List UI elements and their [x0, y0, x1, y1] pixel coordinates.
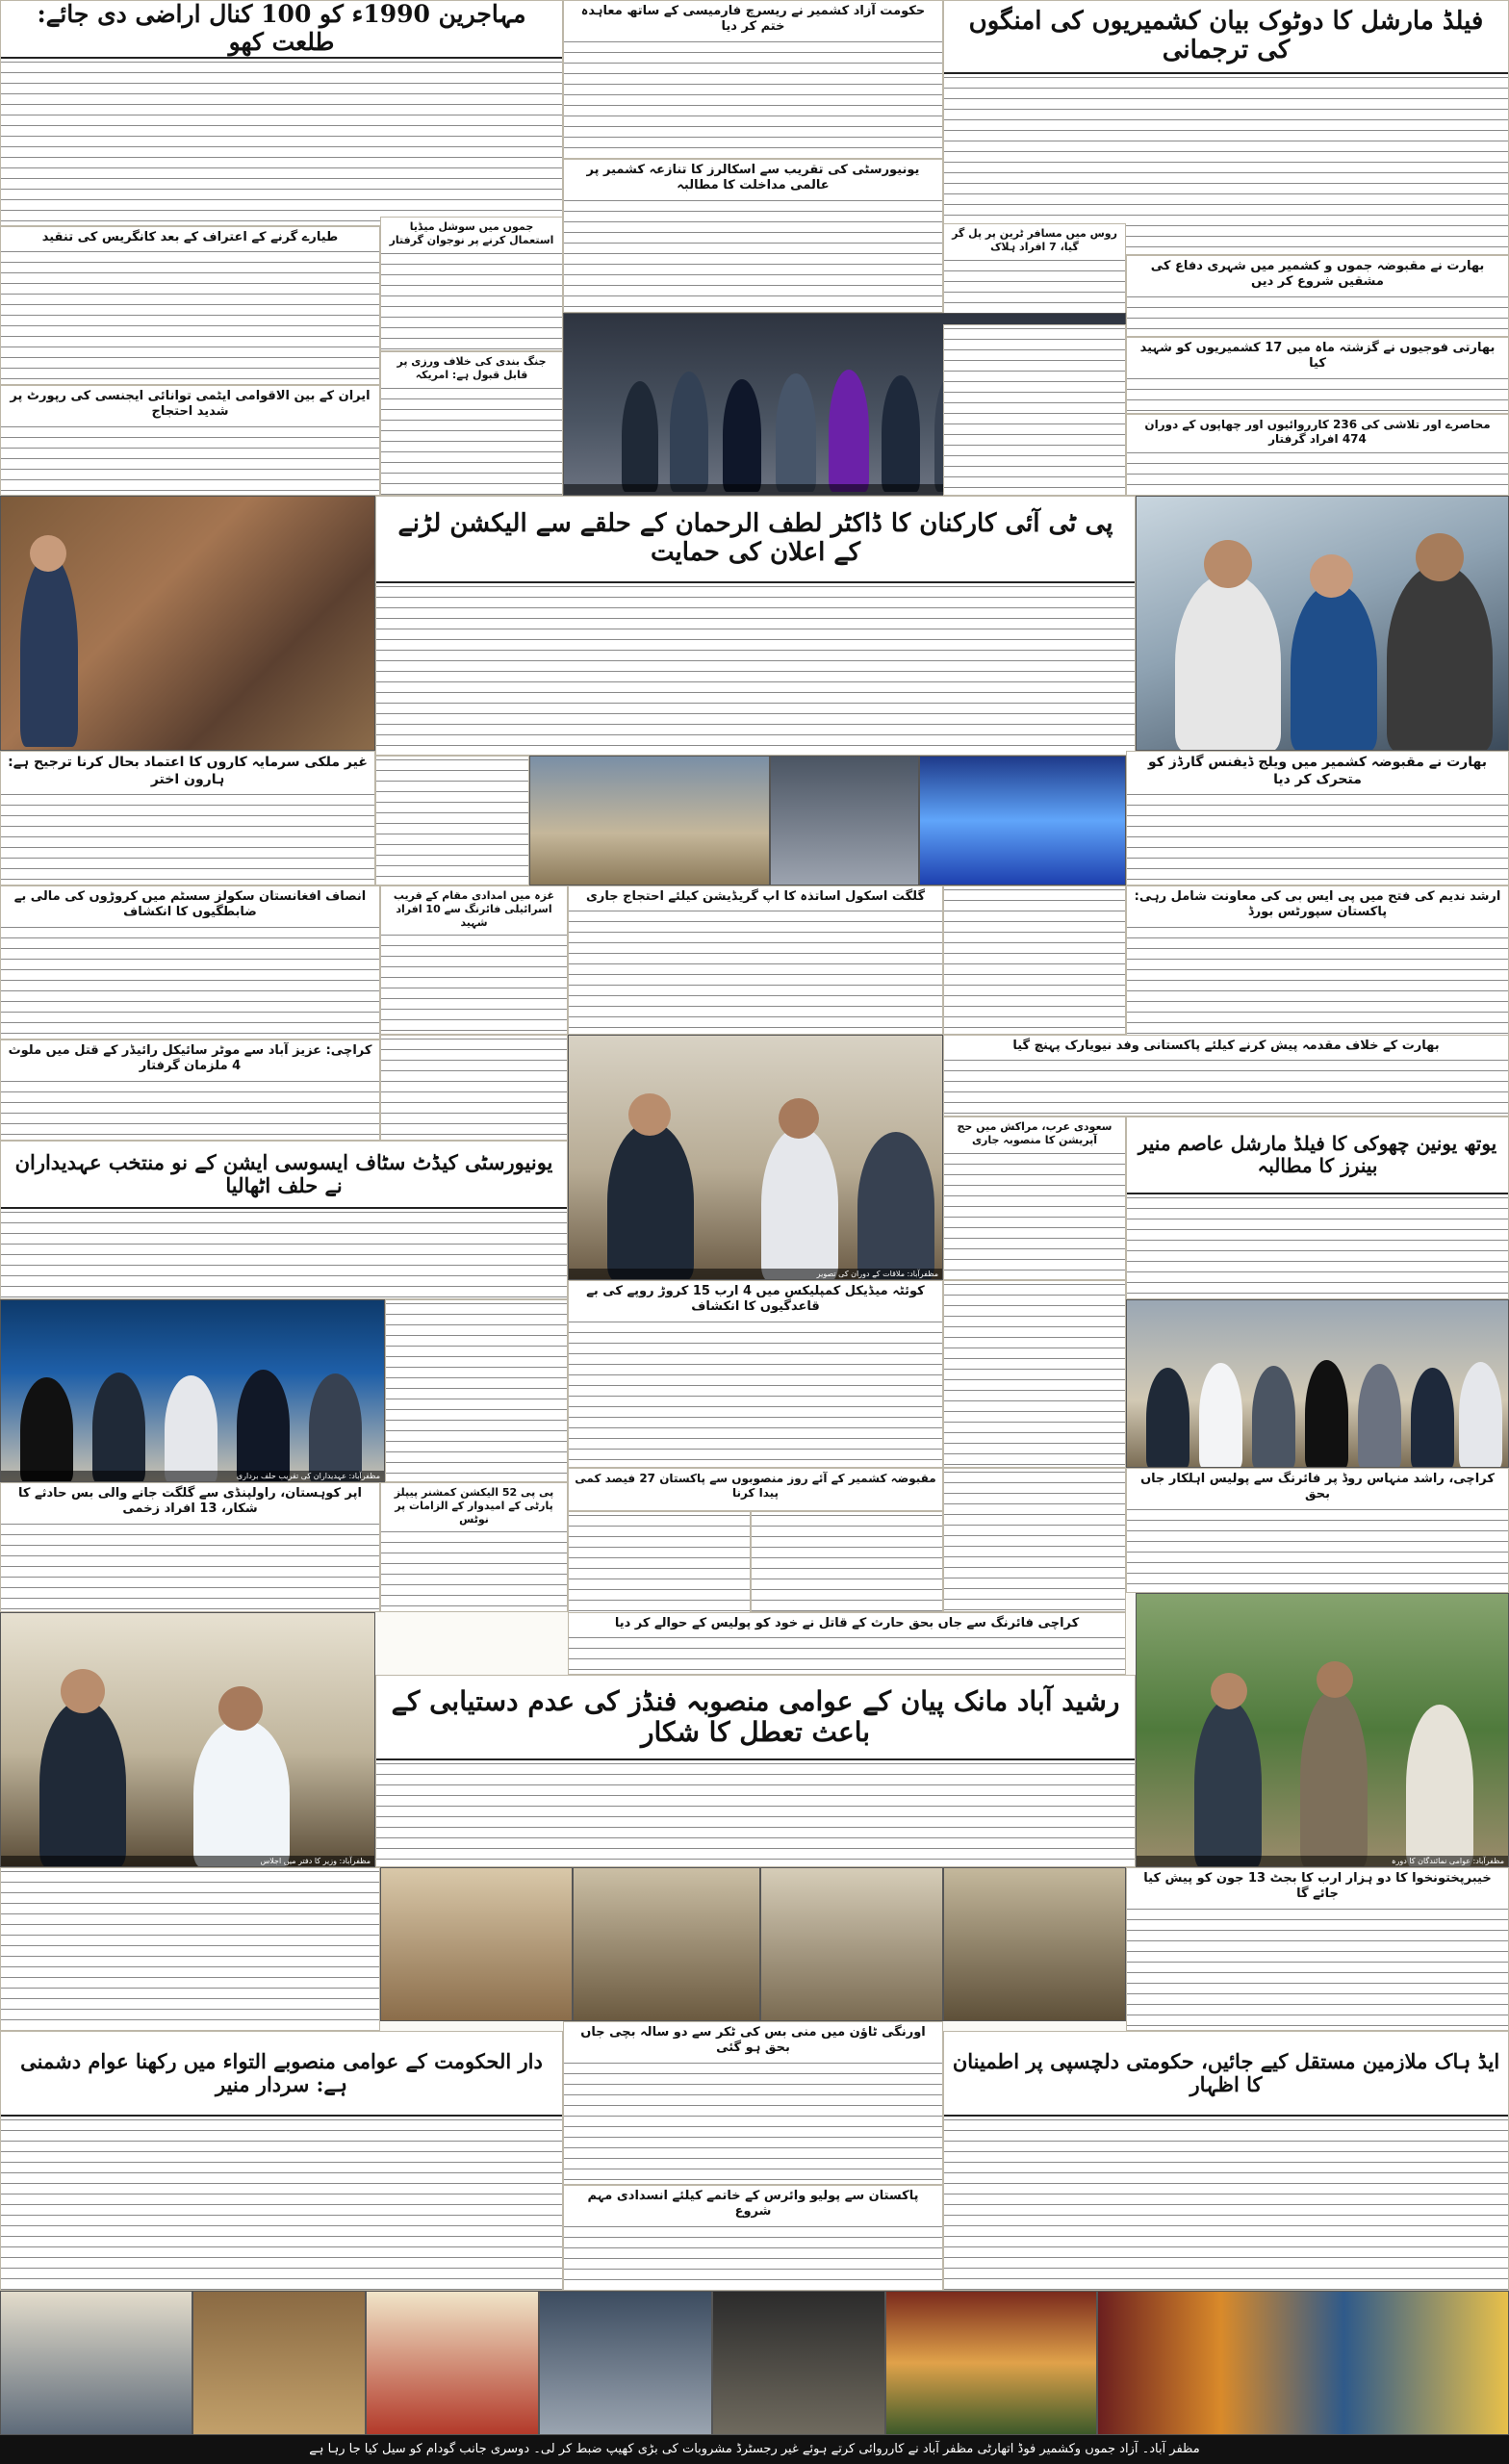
article-body — [381, 385, 562, 497]
photo-cabinet-3 — [760, 1867, 943, 2021]
article-body — [381, 1528, 567, 1612]
article-body — [1, 1209, 567, 1299]
article-body — [1127, 375, 1508, 415]
article-17-martyred — [1126, 337, 1509, 414]
banner-headline — [1, 1, 562, 59]
article-body — [1, 791, 374, 886]
article-mid-small — [380, 1035, 568, 1141]
article-body — [1, 1078, 379, 1142]
headline: غزہ میں امدادی مقام کے قریب اسرائیلی فائرنگ سے 10 افراد شہید — [393, 889, 555, 929]
article-mid-col-2 — [751, 1511, 943, 1612]
article-pp52 — [380, 1482, 568, 1612]
headline: محاصرے اور تلاشی کی 236 کارروائیوں اور چھاپوں کے دوران 474 افراد گرفتار — [1144, 418, 1491, 446]
banner-text: مہاجرین 1990ء کو 100 کنال اراضی دی جائے: طلعت کھو — [37, 1, 526, 56]
article-haroon — [0, 751, 375, 886]
photo-strip-4 — [539, 2291, 712, 2435]
article-un-case — [943, 1035, 1509, 1116]
photo-office-meeting — [568, 1035, 943, 1280]
photo-cabinet-4 — [943, 1867, 1126, 2021]
article-body — [1127, 1506, 1508, 1594]
article-iran — [0, 385, 380, 496]
headline: کراچی فائرنگ سے جاں بحق حارث کے قاتل نے خود کو پولیس کے حوالے کر دیا — [614, 1616, 1080, 1630]
article-body — [386, 1300, 567, 1482]
article-pti — [375, 496, 1136, 756]
article-body — [1127, 294, 1508, 338]
photo-caption: مظفرآباد: عہدیداران کی تقریب حلف برداری — [1, 1471, 384, 1481]
article-body — [1127, 924, 1508, 1040]
headline: اورنگی ٹاؤن میں منی بس کی ٹکر سے دو سالہ بچی جاں بحق ہو گئی — [580, 2025, 926, 2056]
headline: گلگت اسکول اساتذہ کا اپ گریڈیشن کیلئے احتجاج جاری — [585, 889, 926, 904]
banner-text: رشید آباد مانک پیان کے عوامی منصوبہ فنڈز کی عدم دستیابی کے باعث تعطل کا شکار — [391, 1684, 1120, 1748]
article-body — [944, 1281, 1125, 1468]
article-india-drills — [1126, 255, 1509, 337]
article-afghan-schools — [0, 886, 380, 1040]
article-congress — [0, 226, 380, 385]
article-body — [1127, 449, 1508, 496]
article-left-top — [0, 0, 563, 226]
article-body — [1, 1868, 379, 2031]
article-body — [569, 1319, 942, 1469]
headline: مقبوضہ کشمیر کے آئے روز منصوبوں سے پاکستان 27 فیصد کمی پیدا کرنا — [575, 1472, 936, 1500]
photo-cabinet-2 — [573, 1867, 760, 2021]
headline: ایران کے بین الاقوامی ایٹمی توانائی ایجنسی کی رپورٹ پر شدید احتجاج — [10, 389, 371, 420]
article-haris — [568, 1612, 1126, 1675]
photo-strip-7 — [1097, 2291, 1509, 2435]
article-body — [381, 250, 562, 352]
article-body — [1127, 1194, 1508, 1299]
headline: کوئٹہ میڈیکل کمپلیکس میں 4 ارب 15 کروڑ روپے کی بے قاعدگیوں کا انکشاف — [586, 1284, 925, 1315]
article-jammu-arrest — [380, 217, 563, 351]
article-staff-association — [0, 1141, 568, 1299]
headline: کراچی: عزیز آباد سے موٹر سائیکل رائیڈر کے قتل میں ملوث 4 ملزمان گرفتار — [8, 1043, 372, 1074]
headline: پاکستان سے پولیو وائرس کے خاتمے کیلئے انسدادی مہم شروع — [587, 2189, 919, 2220]
headline: ارشد ندیم کی فتح میں پی ایس بی کی معاونت شامل رہی: پاکستان سپورٹس بورڈ — [1134, 889, 1501, 920]
article-adhoc — [943, 2031, 1509, 2291]
headline: پی پی 52 الیکشن کمشنر پیپلز پارٹی کے امیدوار کے الزامات پر نوٹس — [394, 1486, 554, 1526]
photo-caption: مظفرآباد: وزیر کا دفتر میں اجلاس — [1, 1856, 374, 1866]
article-bus-accident — [0, 1482, 380, 1612]
article-pti-left — [375, 756, 529, 886]
photo-caption: مظفرآباد: ملاقات کے دوران کی تصویر — [569, 1269, 942, 1279]
article-body — [1127, 791, 1508, 886]
banner-headline — [376, 497, 1135, 583]
article-body — [564, 197, 942, 314]
article-body — [564, 2060, 942, 2186]
article-karachi-arrest — [0, 1040, 380, 1141]
headline: غیر ملکی سرمایہ کاروں کا اعتماد بحال کرنا ترجیح ہے: ہارون اختر — [8, 755, 368, 787]
photo-office — [0, 1612, 375, 1867]
banner-headline — [1, 1142, 567, 1209]
article-body — [944, 1057, 1508, 1116]
headline: بھارت نے مقبوضہ جموں و کشمیر میں شہری دفاع کی مشقیں شروع کر دیں — [1150, 259, 1485, 290]
article-quetta-medical — [568, 1280, 943, 1468]
article-body — [944, 2117, 1508, 2291]
article-body — [564, 38, 942, 160]
photo-rally-1 — [529, 756, 770, 886]
photo-banner — [919, 756, 1126, 886]
article-body — [564, 2223, 942, 2292]
photo-caption: مظفرآباد: عوامی نمائندگان کا دورہ — [1137, 1856, 1508, 1866]
article-body — [944, 1469, 1125, 1612]
headline: روس میں مسافر ٹرین پر پل گر گیا، 7 افراد ہلاک — [952, 227, 1117, 253]
banner-text: دار الحکومت کے عوامی منصوبے التواء میں رکھنا عوام دشمنی ہے: سردار منیر — [20, 2048, 543, 2096]
article-body — [569, 908, 942, 1035]
article-474-arrested — [1126, 414, 1509, 496]
article-gaza — [380, 886, 568, 1035]
article-gilgit-teachers — [568, 886, 943, 1035]
article-right-small — [943, 324, 1126, 496]
article-left-col-small — [385, 1299, 568, 1482]
article-body — [1, 248, 379, 385]
article-body — [376, 757, 528, 886]
headline: جموں میں سوشل میڈیا استعمال کرنے پر نوجوان گرفتار — [389, 220, 554, 246]
article-body — [1, 2117, 562, 2291]
article-body — [944, 886, 1125, 1035]
headline: سعودی عرب، مراکش میں حج آپریشن کا منصوبہ جاری — [957, 1120, 1113, 1146]
article-left-fifth — [0, 1867, 380, 2031]
article-youth-union — [1126, 1116, 1509, 1299]
banner-text: فیلڈ مارشل کا دوٹوک بیان کشمیریوں کی امنگوں کی ترجمانی — [968, 7, 1484, 64]
headline: حکومت آزاد کشمیر نے ریسرچ فارمیسی کے ساتھ معاہدہ ختم کر دیا — [580, 4, 926, 35]
article-body — [944, 325, 1125, 496]
banner-headline — [944, 2032, 1508, 2117]
headline: اپر کوہستان، راولپنڈی سے گلگت جانے والی بس حادثے کا شکار، 13 افراد زخمی — [18, 1486, 362, 1517]
article-body — [944, 1150, 1125, 1281]
photo-cabinet-1 — [380, 1867, 573, 2021]
headline: بھارت نے مقبوضہ کشمیر میں ویلج ڈیفنس گارڈز کو متحرک کر دیا — [1148, 755, 1487, 787]
article-right-col-small-2 — [943, 1280, 1126, 1468]
banner-headline — [1, 2032, 562, 2117]
headline: کراچی، راشد منہاس روڈ پر فائرنگ سے پولیس اہلکار جاں بحق — [1140, 1472, 1495, 1502]
photo-strip-5 — [712, 2291, 885, 2435]
photo-strip-6 — [885, 2291, 1097, 2435]
article-body — [1, 59, 562, 226]
footer-caption: مظفر آباد۔ آزاد جموں وکشمیر فوڈ اتھارٹی مظفر آباد نے کارروائی کرتے ہوئے غیر رجسٹرڈ مشروبات کی بڑی کھیپ ضبط کر لی۔ دوسری جانب گودام کو سیل کیا جا رہا ہے — [0, 2435, 1509, 2464]
article-karachi-police — [1126, 1468, 1509, 1593]
article-body — [376, 1760, 1135, 1867]
article-russia — [943, 223, 1126, 324]
banner-text: یوتھ یونین چھوکی کا فیلڈ مارشل عاصم منیر بینرز کا مطالبہ — [1138, 1132, 1497, 1177]
article-orangi — [563, 2021, 943, 2185]
headline: خیبرپختونخوا کا دو ہزار ارب کا بجٹ 13 جون کو پیش کیا جائے گا — [1143, 1871, 1492, 1902]
headline: انصاف افغانستان سکولز سسٹم میں کروڑوں کی مالی بے ضابطگیوں کا انکشاف — [13, 889, 367, 920]
article-vdg — [1126, 751, 1509, 886]
article-rasheedabad — [375, 1675, 1136, 1867]
article-ceasefire — [380, 351, 563, 496]
banner-headline — [376, 1676, 1135, 1760]
photo-plaque — [770, 756, 919, 886]
headline: بھارت کے خلاف مقدمہ پیش کرنے کیلئے پاکستانی وفد نیویارک پہنچ گیا — [1012, 1039, 1440, 1053]
article-arshad — [1126, 886, 1509, 1040]
headline: جنگ بندی کی خلاف ورزی پر قابل قبول ہے: امریکہ — [396, 355, 547, 381]
article-middle-top — [563, 0, 943, 159]
article-hajj — [943, 1116, 1126, 1280]
article-university — [563, 159, 943, 313]
headline: طیارے گرنے کے اعتراف کے بعد کانگریس کی تنقید — [41, 230, 339, 244]
banner-headline — [1127, 1117, 1508, 1194]
photo-strip-2 — [192, 2291, 366, 2435]
photo-meeting — [1136, 496, 1509, 751]
photo-timber — [0, 496, 375, 751]
article-body — [381, 932, 567, 1035]
article-body — [381, 1036, 567, 1141]
article-body — [1, 1521, 379, 1613]
photo-staff-association — [0, 1299, 385, 1482]
article-body — [1, 924, 379, 1040]
headline: بھارتی فوجیوں نے گزشتہ ماہ میں 17 کشمیریوں کو شہید کیا — [1139, 341, 1496, 372]
article-body — [1127, 1906, 1508, 2032]
article-body — [569, 1634, 1125, 1675]
article-kashmir-projects — [568, 1468, 943, 1511]
article-sardar-munir — [0, 2031, 563, 2291]
article-body — [376, 583, 1135, 756]
article-right-top — [943, 0, 1509, 255]
banner-text: ایڈ ہاک ملازمین مستقل کیے جائیں، حکومتی دلچسپی پر اطمینان کا اظہار — [952, 2048, 1500, 2096]
article-right-small-3 — [943, 1468, 1126, 1612]
photo-strip-3 — [366, 2291, 539, 2435]
photo-strip-1 — [0, 2291, 192, 2435]
banner-text: پی ٹی آئی کارکنان کا ڈاکٹر لطف الرحمان کے حلقے سے الیکشن لڑنے کے اعلان کی حمایت — [397, 509, 1113, 567]
banner-text: یونیورسٹی کیڈٹ سٹاف ایسوسی ایشن کے نو منتخب عہدیداران نے حلف اٹھالیا — [14, 1149, 553, 1197]
photo-outdoor — [1136, 1593, 1509, 1867]
article-body — [752, 1512, 942, 1612]
article-polio — [563, 2185, 943, 2291]
article-kp-budget — [1126, 1867, 1509, 2031]
article-body — [1, 424, 379, 497]
headline: یونیورسٹی کی تقریب سے اسکالرز کا تنازعہ کشمیر پر عالمی مداخلت کا مطالبہ — [586, 163, 920, 193]
article-right-small-2 — [943, 886, 1126, 1035]
photo-youth-group — [1126, 1299, 1509, 1468]
banner-headline — [944, 1, 1508, 74]
